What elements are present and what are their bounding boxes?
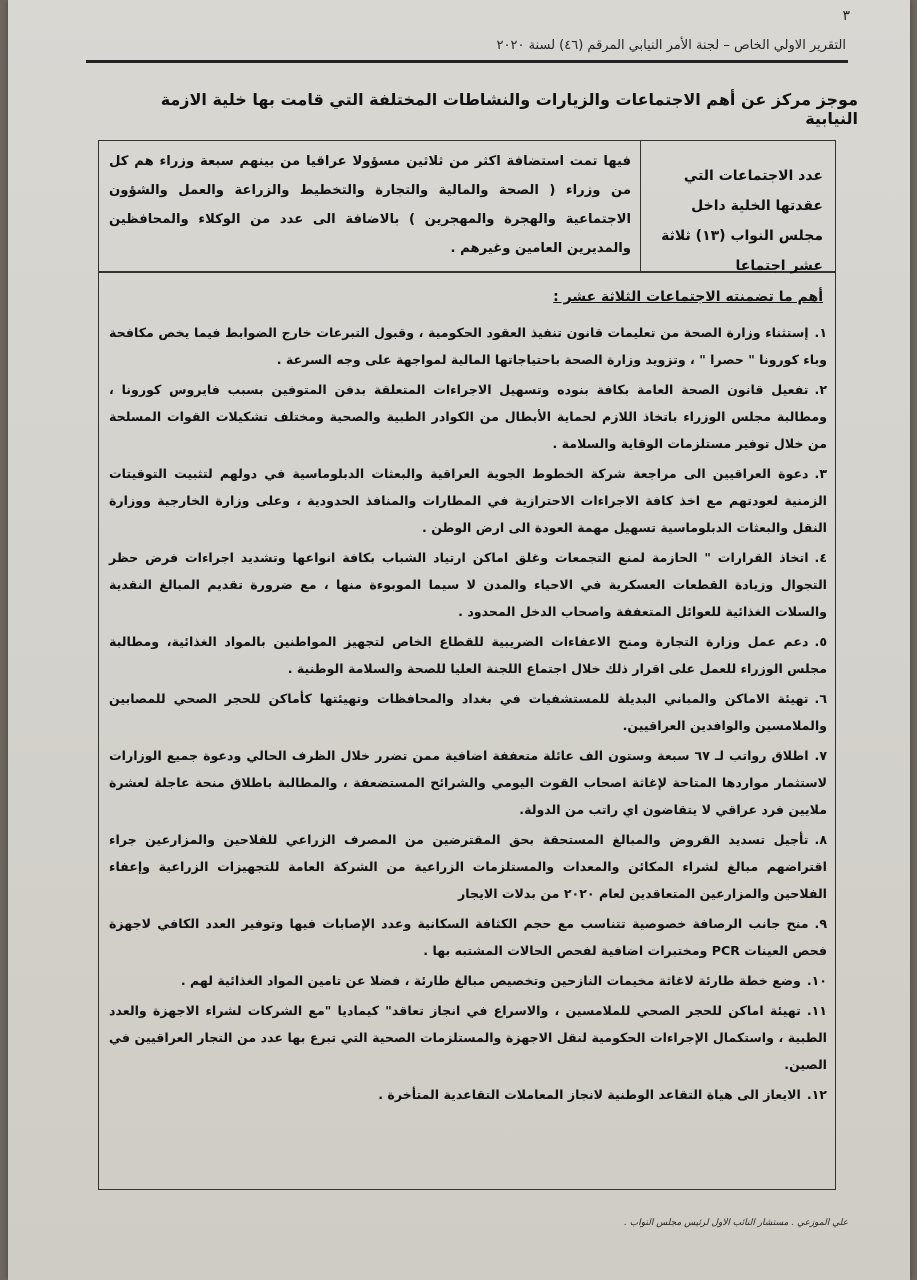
list-item	[109, 967, 827, 994]
section-title: أهم ما تضمنته الاجتماعات الثلاثة عشر :	[553, 289, 823, 305]
list-item	[109, 685, 827, 739]
list-item-number: ٩.	[814, 916, 827, 931]
list-item-number: ٤.	[814, 550, 827, 565]
list-item	[109, 376, 827, 457]
list-item-text: إستثناء وزارة الصحة من تعليمات قانون تنفيذ العقود الحكومية ، وقبول التبرعات خارج الضوابط فيما يخص مكافحة وباء كورونا " حصرا " ، وتزويد وزارة الصحة باحتياجاتها المالية لمواجهة على وجه السرعة .	[109, 325, 827, 367]
list-item-text: وضع خطة طارئة لاغاثة مخيمات النازحين وتخصيص مبالغ طارئة ، فضلا عن تامين المواد الغذائية لهم .	[180, 973, 801, 988]
list-item-number: ١٠.	[806, 973, 827, 988]
meetings-table	[98, 140, 836, 1190]
list-item	[109, 910, 827, 964]
list-item-text: منح جانب الرصافة خصوصية تتناسب مع حجم الكثافة السكانية وعدد الإصابات فيها وتوفير العدد الكافي لاجهزة فحص العينات PCR ومختبرات اضافية لفحص الحالات المشتبه بها .	[109, 916, 827, 958]
list-item	[109, 628, 827, 682]
list-item-number: ٨.	[814, 832, 827, 847]
list-item-text: تهيئة الاماكن والمباني البديلة للمستشفيات في بغداد والمحافظات وتهيئتها كأماكن للحجر الصحي للمصابين والملامسين والوافدين العراقيين.	[109, 691, 827, 733]
list-item-number: ٢.	[814, 382, 827, 397]
list-item	[109, 544, 827, 625]
list-item-text: تهيئة اماكن للحجر الصحي للملامسين ، والاسراع في انجاز تعاقد" كيماديا "مع الشركات لشراء الاجهزة والعدد الطبية ، واستكمال الإجراءات الحكومية لنقل الاجهزة والمستلزمات الصحية التي تبرع بها عدد من التجار العراقيين في الصين.	[109, 1003, 827, 1072]
list-item-text: دعم عمل وزارة التجارة ومنح الاعفاءات الضريبية للقطاع الخاص لتجهيز المواطنين بالمواد الغذائية، ومطالبة مجلس الوزراء للعمل على اقرار ذلك خلال اجتماع اللجنة العليا للصحة والسلامة الوطنية .	[109, 634, 827, 676]
list-item-text: الايعاز الى هياة التقاعد الوطنية لانجاز المعاملات التقاعدية المتأخرة .	[378, 1087, 801, 1102]
list-item-number: ١٢.	[806, 1087, 827, 1102]
list-item-number: ٣.	[814, 466, 827, 481]
list-item	[109, 319, 827, 373]
meetings-count-cell: عدد الاجتماعات التي عقدتها الخلية داخل مجلس النواب (١٣) ثلاثة عشر اجتماعا	[661, 168, 823, 274]
list-item	[109, 460, 827, 541]
signature-line: علي الموزعي . مستشار النائب الاول لرئيس مجلس النواب .	[624, 1218, 848, 1228]
list-item	[109, 742, 827, 823]
list-item-number: ٥.	[814, 634, 827, 649]
list-item-number: ٧.	[814, 748, 827, 763]
report-header: التقرير الاولي الخاص – لجنة الأمر النيابي المرقم (٤٦) لسنة ٢٠٢٠	[496, 38, 846, 53]
header-divider	[86, 60, 848, 63]
list-item	[109, 1081, 827, 1108]
list-item-text: اطلاق رواتب لـ ٦٧ سبعة وستون الف عائلة متعففة اضافية ممن تضرر خلال الظرف الحالي ودعوة جميع الوزارات لاستثمار مواردها المتاحة لإغاثة اصحاب القوت اليومي والشرائح المستضعفة ، والمطالبة باطلاق منحة عاجلة لعشرة ملايين فرد عراقي لا يتقاضون اي راتب من الدولة.	[109, 748, 827, 817]
list-item-number: ١١.	[806, 1003, 827, 1018]
list-item-text: اتخاذ القرارات " الحازمة لمنع التجمعات وغلق اماكن ارتياد الشباب بكافة انواعها وتشديد اجراءات فرض حظر التجوال وزيادة القطعات العسكرية في الاحياء والمدن لا سيما الموبوءة منها ، مع ضرورة تقديم المبالغ النقدية والسلات الغذائية للعوائل المتعففة واصحاب الدخل المحدود .	[109, 550, 827, 619]
list-item-text: تأجيل تسديد القروض والمبالغ المستحقة بحق المقترضين من المصرف الزراعي للفلاحين والمزارعين جراء اقتراضهم مبالغ لشراء المكائن والمعدات والمستلزمات الزراعية من الشركة العامة للتجهيزات الزراعية وإعفاء الفلاحين والمزارعين المتعاقدين لعام ٢٠٢٠ من بدلات الايجار	[109, 832, 827, 901]
page-title: موجز مركز عن أهم الاجتماعات والزيارات والنشاطات المختلفة التي قامت بها خلية الازمة النيابية	[160, 90, 858, 128]
list-item-number: ٦.	[814, 691, 827, 706]
list-item-number: ١.	[814, 325, 827, 340]
list-item	[109, 826, 827, 907]
list-item	[109, 997, 827, 1078]
summary-row	[99, 141, 835, 273]
page-number: ٣	[842, 8, 850, 24]
meetings-outcomes-list	[109, 319, 827, 1111]
document-page	[8, 0, 910, 1280]
list-item-text: دعوة العراقيين الى مراجعة شركة الخطوط الجوية العراقية والبعثات الدبلوماسية في دولهم لتثبيت التوقيتات الزمنية لعودتهم مع اخذ كافة الاجراءات الاحترازية في المطارات والمنافذ الحدودية ، وعلى وزارة الخارجية ووزارة النقل والبعثات الدبلوماسية تسهيل مهمة العودة الى ارض الوطن .	[109, 466, 827, 535]
meetings-description-cell: فيها تمت استضافة اكثر من ثلاثين مسؤولا عراقيا من بينهم سبعة وزراء هم كل من وزراء ( الصحة والمالية والتجارة والتخطيط والزراعة والعمل والشؤون الاجتماعية والهجرة والمهجرين ) بالاضافة الى عدد من الوكلاء والمحافظين والمديرين العامين وغيرهم .	[109, 154, 631, 256]
list-item-text: تفعيل قانون الصحة العامة بكافة بنوده وتسهيل الاجراءات المتعلقة بدفن المتوفين بسبب فايروس كورونا ، ومطالبة مجلس الوزراء باتخاذ اللازم لحماية الأبطال من الكوادر الطبية والصحية ومختلف تشكيلات القوات المسلحة من خلال توفير مستلزمات الوقاية والسلامة .	[109, 382, 827, 451]
